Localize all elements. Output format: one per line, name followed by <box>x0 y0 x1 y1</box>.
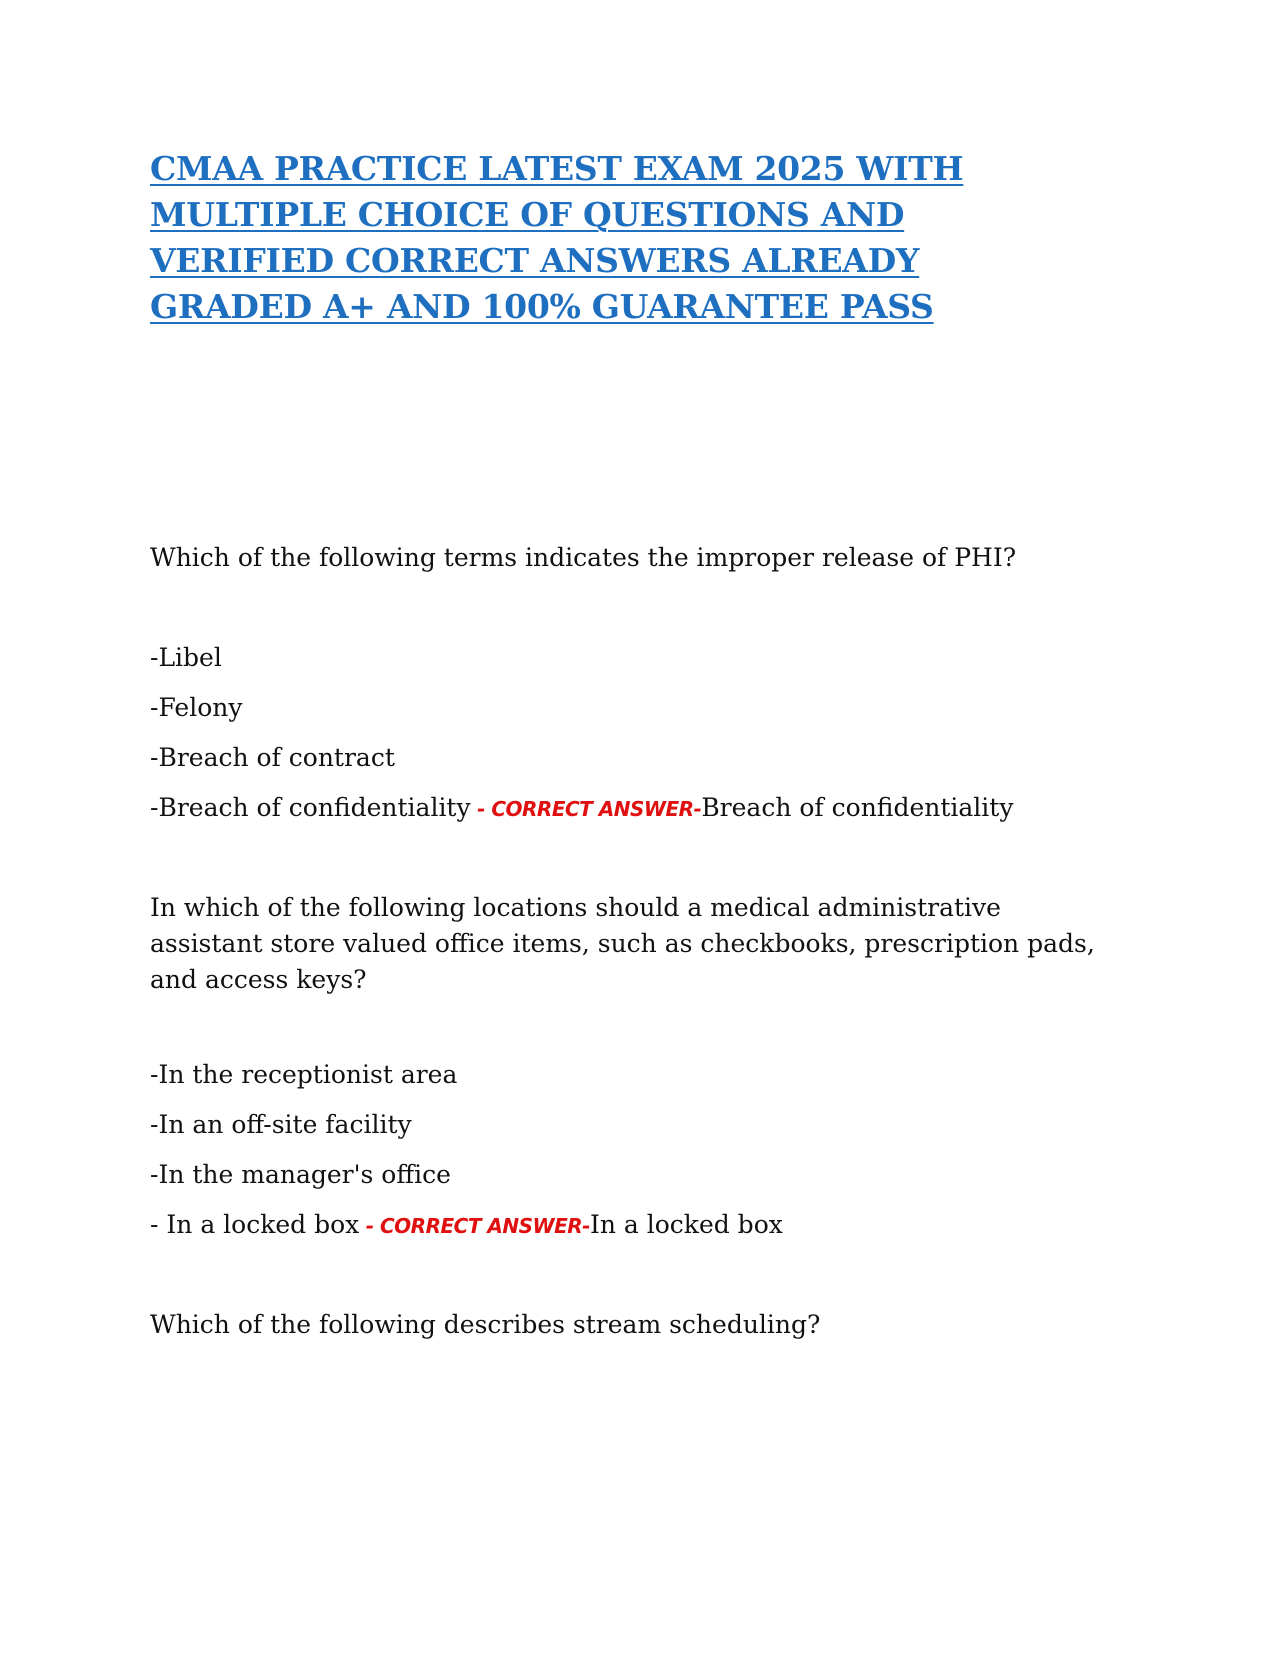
question-line: In which of the following locations should a medical administrative <box>150 893 1001 922</box>
question-2-option: - In a locked box <box>150 1210 360 1239</box>
question-2-option-correct-line <box>150 1207 783 1244</box>
correct-answer-tag: - CORRECT ANSWER- <box>359 1214 590 1238</box>
document-title[interactable] <box>150 146 1140 330</box>
question-line: and access keys? <box>150 965 367 994</box>
question-1-text: Which of the following terms indicates the improper release of PHI? <box>150 543 1017 572</box>
question-2-option: -In the receptionist area <box>150 1060 458 1089</box>
question-3-text: Which of the following describes stream scheduling? <box>150 1310 821 1339</box>
title-line: GRADED A+ AND 100% GUARANTEE PASS <box>150 287 934 326</box>
question-1-option: -Breach of contract <box>150 743 395 772</box>
question-line: assistant store valued office items, such as checkbooks, prescription pads, <box>150 929 1095 958</box>
correct-answer-text: Breach of confidentiality <box>701 793 1014 822</box>
question-1-option-correct-line <box>150 790 1013 827</box>
title-line: MULTIPLE CHOICE OF QUESTIONS AND <box>150 195 905 234</box>
question-1-option: -Libel <box>150 643 222 672</box>
question-2-option: -In the manager's office <box>150 1160 451 1189</box>
question-2-option: -In an off-site facility <box>150 1110 412 1139</box>
title-line: CMAA PRACTICE LATEST EXAM 2025 WITH <box>150 149 964 188</box>
question-1-option: -Breach of confidentiality <box>150 793 471 822</box>
title-line: VERIFIED CORRECT ANSWERS ALREADY <box>150 241 920 280</box>
correct-answer-tag: - CORRECT ANSWER- <box>470 797 702 821</box>
correct-answer-text: In a locked box <box>589 1210 783 1239</box>
question-1-option: -Felony <box>150 693 243 722</box>
question-2-text <box>150 890 1110 998</box>
